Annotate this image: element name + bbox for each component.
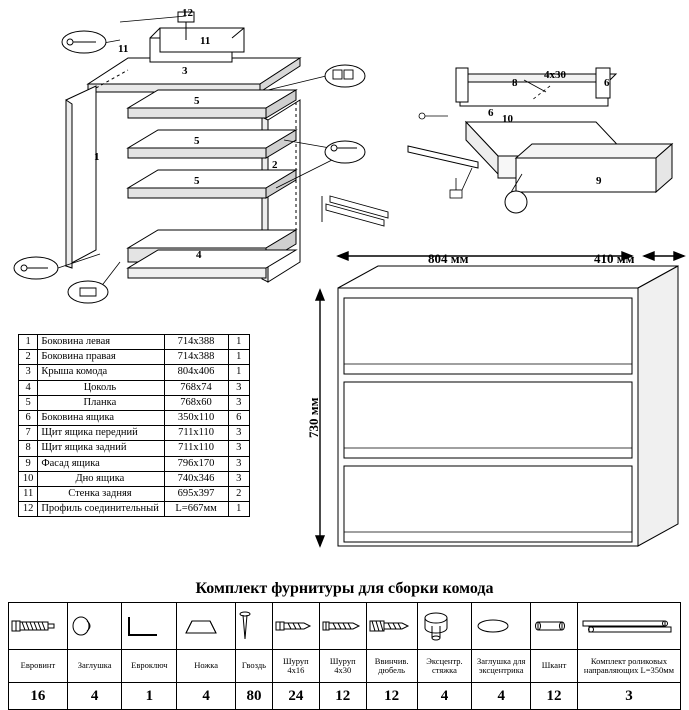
part-name: Цоколь [38, 380, 164, 395]
parts-table [18, 334, 250, 517]
svg-text:4х30: 4х30 [544, 69, 566, 81]
table-row [19, 350, 250, 365]
part-number: 7 [19, 426, 38, 441]
kit-item-name: Эксцентр. стяжка [417, 650, 472, 683]
kit-item-qty: 4 [67, 683, 122, 710]
kit-item-name: Шкант [531, 650, 578, 683]
svg-text:11: 11 [118, 43, 129, 55]
exploded-drawer-diagram [400, 40, 689, 230]
part-dim: 804х406 [164, 365, 228, 380]
part-number: 4 [19, 380, 38, 395]
kit-cell-icon [9, 603, 68, 650]
depth-dimension-label: 410 мм [594, 251, 635, 266]
kit-item-qty: 12 [366, 683, 417, 710]
cam-lock-icon [419, 610, 453, 642]
table-row [19, 395, 250, 410]
part-qty: 3 [228, 426, 249, 441]
part-number: 3 [19, 365, 38, 380]
width-dimension-label: 804 мм [428, 251, 469, 266]
kit-item-name: Евроключ [122, 650, 177, 683]
kit-cell-icon [417, 603, 472, 650]
table-row [19, 486, 250, 501]
kit-item-qty: 24 [272, 683, 319, 710]
kit-item-name: Евровинт [9, 650, 68, 683]
part-number: 12 [19, 502, 38, 517]
wood-dowel-icon [532, 613, 568, 639]
cap-plug-icon [69, 611, 97, 641]
kit-cell-icon [366, 603, 417, 650]
height-dimension-label: 730 мм [306, 397, 321, 438]
kit-cell-icon [67, 603, 122, 650]
svg-text:2: 2 [272, 159, 278, 171]
svg-text:4: 4 [196, 249, 202, 261]
cam-cap-icon [473, 613, 513, 639]
screw-4x30-icon [321, 613, 361, 639]
kit-item-qty: 1 [122, 683, 177, 710]
kit-item-qty: 80 [236, 683, 273, 710]
kit-item-qty: 12 [319, 683, 366, 710]
kit-item-name: Заглушка [67, 650, 122, 683]
kit-cell-icon [236, 603, 273, 650]
part-name: Планка [38, 395, 164, 410]
kit-cell-icon [472, 603, 531, 650]
dowel-screw-icon [368, 613, 412, 639]
part-dim: 695х397 [164, 486, 228, 501]
part-dim: L=667мм [164, 502, 228, 517]
kit-item-name: Шуруп 4х16 [272, 650, 319, 683]
part-name: Щит ящика передний [38, 426, 164, 441]
screw-4x16-icon [274, 613, 314, 639]
part-qty: 3 [228, 471, 249, 486]
kit-title: Комплект фурнитуры для сборки комода [195, 580, 494, 597]
table-row [19, 426, 250, 441]
kit-item-name: Заглушка для эксцентрика [472, 650, 531, 683]
kit-item-name: Гвоздь [236, 650, 273, 683]
svg-text:12: 12 [182, 7, 193, 19]
kit-qty-row [9, 683, 681, 710]
kit-cell-icon [531, 603, 578, 650]
part-qty: 3 [228, 380, 249, 395]
part-name: Боковина ящика [38, 410, 164, 425]
kit-item-qty: 12 [531, 683, 578, 710]
part-name: Профиль соединительный [38, 502, 164, 517]
svg-text:3: 3 [182, 65, 188, 77]
part-qty: 3 [228, 395, 249, 410]
part-qty: 1 [228, 335, 249, 350]
part-number: 6 [19, 410, 38, 425]
kit-names-row [9, 650, 681, 683]
drawer-slide-icon [579, 611, 677, 641]
kit-item-qty: 4 [472, 683, 531, 710]
kit-item-qty: 3 [577, 683, 680, 710]
part-name: Боковина правая [38, 350, 164, 365]
table-row [19, 410, 250, 425]
kit-cell-icon [272, 603, 319, 650]
part-dim: 796х170 [164, 456, 228, 471]
part-number: 2 [19, 350, 38, 365]
finished-chest-illustration [300, 246, 689, 566]
kit-cell-icon [577, 603, 680, 650]
kit-item-name: Шуруп 4х30 [319, 650, 366, 683]
kit-cell-icon [122, 603, 177, 650]
kit-cell-icon [319, 603, 366, 650]
svg-text:6: 6 [488, 107, 494, 119]
part-number: 10 [19, 471, 38, 486]
svg-text:8: 8 [512, 77, 518, 89]
table-row [19, 456, 250, 471]
kit-item-qty: 4 [417, 683, 472, 710]
table-row [19, 471, 250, 486]
svg-text:5: 5 [194, 95, 200, 107]
svg-text:11: 11 [200, 35, 211, 47]
svg-text:9: 9 [596, 175, 602, 187]
part-qty: 1 [228, 365, 249, 380]
kit-item-name: Ножка [177, 650, 236, 683]
table-row [19, 502, 250, 517]
part-dim: 768х74 [164, 380, 228, 395]
euro-screw-icon [10, 611, 56, 641]
kit-item-name: Ввинчив. дюбель [366, 650, 417, 683]
part-number: 1 [19, 335, 38, 350]
part-name: Боковина левая [38, 335, 164, 350]
part-qty: 3 [228, 456, 249, 471]
kit-item-name: Комплект роликовых направляющих L=350мм [577, 650, 680, 683]
part-number: 9 [19, 456, 38, 471]
part-number: 11 [19, 486, 38, 501]
part-qty: 6 [228, 410, 249, 425]
parts-table-body [19, 335, 250, 517]
nail-icon [237, 610, 253, 642]
table-row [19, 365, 250, 380]
kit-cell-icon [177, 603, 236, 650]
part-name: Щит ящика задний [38, 441, 164, 456]
part-qty: 3 [228, 441, 249, 456]
table-row [19, 441, 250, 456]
part-dim: 740х346 [164, 471, 228, 486]
part-name: Дно ящика [38, 471, 164, 486]
part-qty: 1 [228, 502, 249, 517]
svg-text:6: 6 [604, 77, 610, 89]
part-qty: 1 [228, 350, 249, 365]
part-name: Фасад ящика [38, 456, 164, 471]
part-dim: 350х110 [164, 410, 228, 425]
hardware-kit-table [8, 602, 681, 710]
kit-item-qty: 16 [9, 683, 68, 710]
part-dim: 714х388 [164, 350, 228, 365]
svg-text:1: 1 [94, 151, 100, 163]
part-dim: 711х110 [164, 426, 228, 441]
foot-icon [178, 611, 224, 641]
part-name: Стенка задняя [38, 486, 164, 501]
part-qty: 2 [228, 486, 249, 501]
kit-icons-row [9, 603, 681, 650]
part-number: 8 [19, 441, 38, 456]
svg-text:5: 5 [194, 175, 200, 187]
part-number: 5 [19, 395, 38, 410]
table-row [19, 335, 250, 350]
part-dim: 768х60 [164, 395, 228, 410]
table-row [19, 380, 250, 395]
part-dim: 711х110 [164, 441, 228, 456]
svg-text:10: 10 [502, 113, 513, 125]
svg-text:5: 5 [194, 135, 200, 147]
part-dim: 714х388 [164, 335, 228, 350]
kit-item-qty: 4 [177, 683, 236, 710]
part-name: Крыша комода [38, 365, 164, 380]
euro-key-icon [123, 611, 163, 641]
